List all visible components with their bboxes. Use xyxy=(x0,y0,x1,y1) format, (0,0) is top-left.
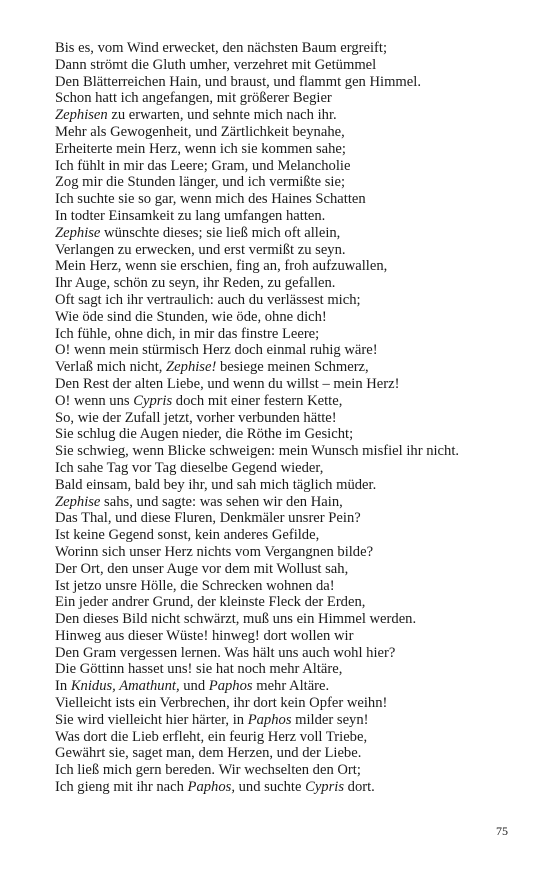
poem-line xyxy=(55,544,525,561)
line-text: Ihr Auge, schön zu seyn, ihr Reden, zu gefallen. xyxy=(55,275,336,292)
line-text: Zog mir die Stunden länger, und ich vermißte sie; xyxy=(55,174,346,191)
poem-line xyxy=(55,578,525,595)
line-text: Die Göttinn hasset uns! sie hat noch mehr Altäre, xyxy=(55,661,343,678)
italic-name: Paphos xyxy=(208,678,253,695)
poem-line xyxy=(55,74,525,91)
poem-line xyxy=(55,628,525,645)
poem-line xyxy=(55,359,525,376)
line-text: Den Blätterreichen Hain, und braust, und flammt gen Himmel. xyxy=(55,73,421,90)
line-text: Erheiterte mein Herz, wenn ich sie kommen sahe; xyxy=(55,140,346,157)
poem-line xyxy=(55,225,525,242)
line-text: O! wenn mein stürmisch Herz doch einmal ruhig wäre! xyxy=(55,342,378,359)
poem-line xyxy=(55,326,525,343)
page-number: 75 xyxy=(496,824,508,838)
line-text: Ist keine Gegend sonst, kein anderes Gefilde, xyxy=(55,527,320,544)
poem-text xyxy=(55,40,525,796)
poem-line xyxy=(55,645,525,662)
poem-line xyxy=(55,158,525,175)
line-text: milder seyn! xyxy=(291,711,369,728)
line-text: In xyxy=(55,678,71,695)
poem-line xyxy=(55,141,525,158)
line-text: sahs, und sagte: was sehen wir den Hain, xyxy=(100,493,343,510)
line-text: Vielleicht ists ein Verbrechen, ihr dort kein Opfer weihn! xyxy=(55,695,388,712)
line-text: mehr Altäre. xyxy=(252,678,330,695)
poem-line xyxy=(55,594,525,611)
italic-name: Knidus, Amathunt, xyxy=(70,678,180,695)
line-text: In todter Einsamkeit zu lang umfangen hatten. xyxy=(55,207,326,224)
poem-line xyxy=(55,460,525,477)
poem-line xyxy=(55,477,525,494)
line-text: Sie wird vielleicht hier härter, in xyxy=(55,711,248,728)
poem-line xyxy=(55,292,525,309)
poem-line xyxy=(55,678,525,695)
line-text: Sie schwieg, wenn Blicke schweigen: mein Wunsch misfiel ihr nicht. xyxy=(55,443,460,460)
line-text: O! wenn uns xyxy=(55,392,134,409)
poem-line xyxy=(55,191,525,208)
line-text: Verlangen zu erwecken, und erst vermißt zu seyn. xyxy=(55,241,346,258)
line-text: Das Thal, und diese Fluren, Denkmäler unsrer Pein? xyxy=(55,510,361,527)
poem-line xyxy=(55,611,525,628)
line-text: und suchte xyxy=(234,779,306,796)
italic-name: Paphos xyxy=(247,711,292,728)
line-text: Bis es, vom Wind erwecket, den nächsten Baum ergreift; xyxy=(55,40,388,56)
line-text: Ich gieng mit ihr nach xyxy=(55,779,188,796)
poem-line xyxy=(55,661,525,678)
poem-line xyxy=(55,393,525,410)
line-text: Mehr als Gewogenheit, und Zärtlichkeit beynahe, xyxy=(55,123,345,140)
poem-line xyxy=(55,40,525,57)
poem-line xyxy=(55,695,525,712)
line-text: Gewährt sie, saget man, dem Herzen, und der Liebe. xyxy=(55,745,362,762)
line-text: Hinweg aus dieser Wüste! hinweg! dort wollen wir xyxy=(55,627,354,644)
italic-name: Paphos, xyxy=(187,779,235,796)
line-text: Mein Herz, wenn sie erschien, fing an, froh aufzuwallen, xyxy=(55,258,388,275)
line-text: Schon hatt ich angefangen, mit größerer Begier xyxy=(55,90,332,107)
poem-line xyxy=(55,107,525,124)
line-text: Wie öde sind die Stunden, wie öde, ohne dich! xyxy=(55,308,327,325)
poem-line xyxy=(55,258,525,275)
line-text: Der Ort, den unser Auge vor dem mit Wollust sah, xyxy=(55,560,349,577)
line-text: Bald einsam, bald bey ihr, und sah mich täglich müder. xyxy=(55,476,377,493)
line-text: wünschte dieses; sie ließ mich oft allein, xyxy=(100,224,341,241)
poem-line xyxy=(55,342,525,359)
italic-name: Zephise! xyxy=(166,359,217,376)
poem-line xyxy=(55,561,525,578)
line-text: Ich sahe Tag vor Tag dieselbe Gegend wieder, xyxy=(55,459,324,476)
poem-line xyxy=(55,779,525,796)
line-text: dort. xyxy=(344,779,375,796)
line-text: Verlaß mich nicht, xyxy=(55,359,167,376)
poem-line xyxy=(55,712,525,729)
poem-line xyxy=(55,443,525,460)
poem-line xyxy=(55,410,525,427)
italic-name: Zephisen xyxy=(55,107,108,124)
line-text: besiege meinen Schmerz, xyxy=(216,359,369,376)
poem-line xyxy=(55,729,525,746)
poem-line xyxy=(55,745,525,762)
poem-line xyxy=(55,57,525,74)
line-text: Ich ließ mich gern bereden. Wir wechselten den Ort; xyxy=(55,762,361,779)
poem-line xyxy=(55,242,525,259)
line-text: Ich suchte sie so gar, wenn mich des Haines Schatten xyxy=(55,191,366,208)
line-text: Ich fühlt in mir das Leere; Gram, und Melancholie xyxy=(55,157,351,174)
line-text: zu erwarten, und sehnte mich nach ihr. xyxy=(107,107,337,124)
line-text: Den Gram vergessen lernen. Was hält uns auch wohl hier? xyxy=(55,644,396,661)
line-text: Sie schlug die Augen nieder, die Röthe im Gesicht; xyxy=(55,426,354,443)
italic-name: Cypris xyxy=(305,779,345,796)
line-text: Worinn sich unser Herz nichts vom Vergangnen bilde? xyxy=(55,543,374,560)
poem-line xyxy=(55,494,525,511)
poem-line xyxy=(55,376,525,393)
line-text: Ist jetzo unsre Hölle, die Schrecken wohnen da! xyxy=(55,577,335,594)
line-text: doch mit einer festern Kette, xyxy=(172,392,343,409)
line-text: So, wie der Zufall jetzt, vorher verbunden hätte! xyxy=(55,409,337,426)
italic-name: Cypris xyxy=(133,392,173,409)
poem-line xyxy=(55,174,525,191)
line-text: Oft sagt ich ihr vertraulich: auch du verlässest mich; xyxy=(55,291,361,308)
line-text: und xyxy=(179,678,209,695)
poem-line xyxy=(55,124,525,141)
poem-line xyxy=(55,426,525,443)
line-text: Den dieses Bild nicht schwärzt, muß uns ein Himmel werden. xyxy=(55,611,417,628)
line-text: Was dort die Lieb erfleht, ein feurig Herz voll Triebe, xyxy=(55,728,368,745)
poem-line xyxy=(55,90,525,107)
line-text: Ich fühle, ohne dich, in mir das finstre Leere; xyxy=(55,325,320,342)
line-text: Den Rest der alten Liebe, und wenn du willst – mein Herz! xyxy=(55,375,400,392)
poem-line xyxy=(55,527,525,544)
italic-name: Zephise xyxy=(55,224,101,241)
italic-name: Zephise xyxy=(55,493,101,510)
poem-line xyxy=(55,275,525,292)
line-text: Dann strömt die Gluth umher, verzehret mit Getümmel xyxy=(55,56,377,73)
poem-line xyxy=(55,309,525,326)
poem-line xyxy=(55,208,525,225)
poem-line xyxy=(55,510,525,527)
line-text: Ein jeder andrer Grund, der kleinste Fleck der Erden, xyxy=(55,594,366,611)
poem-line xyxy=(55,762,525,779)
